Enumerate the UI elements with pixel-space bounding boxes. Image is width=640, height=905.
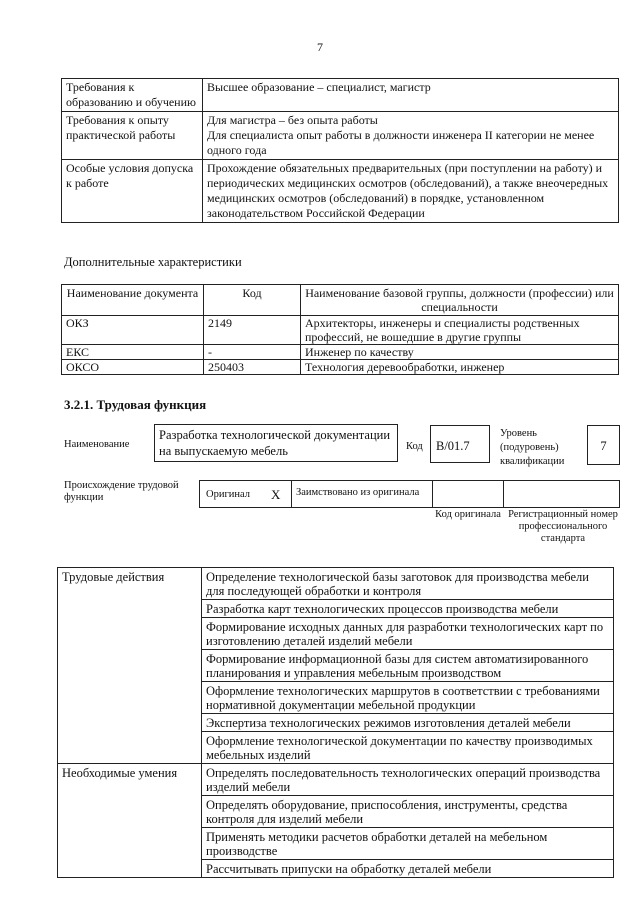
column-header: Наименование документа [62, 285, 204, 316]
requirement-line: Прохождение обязательных предварительных (при поступлении на работу) и периодических медицинских осмотров (обследований), а также внеочередных медицинских осмотров (обследований) в порядке, установленном законодательством Российской Федерации [207, 161, 609, 220]
original-mark: X [271, 487, 281, 502]
page-number: 7 [317, 40, 323, 54]
table-row [62, 360, 619, 375]
skill-item: Определять оборудование, приспособления, инструменты, средства контроля для изделий мебели [202, 796, 614, 828]
requirement-label: Требования к образованию и обучению [62, 79, 203, 112]
action-item: Экспертиза технологических режимов изготовления деталей мебели [202, 714, 614, 732]
table-cell: ОКСО [62, 360, 204, 375]
table-row [58, 764, 614, 796]
table-cell: 250403 [204, 360, 301, 375]
action-item: Определение технологической базы заготовок для производства мебели для последующей обработки и контроля [202, 568, 614, 600]
requirement-value [203, 160, 619, 223]
table-header-row [62, 285, 619, 316]
reg-number-box [503, 480, 620, 508]
additional-characteristics-title: Дополнительные характеристики [64, 255, 242, 269]
action-item: Формирование исходных данных для разработки технологических карт по изготовлению деталей изделий мебели [202, 618, 614, 650]
table-row [62, 345, 619, 360]
requirement-value [203, 79, 619, 112]
requirements-table [61, 78, 619, 223]
origin-label: Происхождение трудовой функции [64, 480, 179, 503]
skill-item: Применять методики расчетов обработки деталей на мебельном производстве [202, 828, 614, 860]
borrowed-box [291, 480, 433, 508]
requirement-label: Требования к опыту практической работы [62, 112, 203, 160]
reg-number-label: Регистрационный номер профессионального стандарта [508, 509, 618, 544]
table-cell: - [204, 345, 301, 360]
table-row [62, 160, 619, 223]
table-row [62, 316, 619, 345]
borrowed-label: Заимствовано из оригинала [296, 487, 420, 498]
requirement-value [203, 112, 619, 160]
column-header: Наименование базовой группы, должности (профессии) или специальности [301, 285, 619, 316]
action-item: Оформление технологической документации по качеству производимых мебельных изделий [202, 732, 614, 764]
additional-characteristics-table [61, 284, 619, 375]
action-item: Разработка карт технологических процессов производства мебели [202, 600, 614, 618]
column-header: Код [204, 285, 301, 316]
table-cell: ЕКС [62, 345, 204, 360]
function-code-box: B/01.7 [430, 425, 490, 463]
table-cell: 2149 [204, 316, 301, 345]
table-cell: ОКЗ [62, 316, 204, 345]
table-row [58, 568, 614, 600]
original-box [199, 480, 292, 508]
table-row [62, 112, 619, 160]
code-label: Код [406, 441, 423, 452]
action-item: Оформление технологических маршрутов в соответствии с требованиями нормативной документации мебельной продукции [202, 682, 614, 714]
function-name-box: Разработка технологической документации на выпускаемую мебель [154, 424, 398, 462]
table-cell: Архитекторы, инженеры и специалисты родственных профессий, не вошедшие в другие группы [301, 316, 619, 345]
requirement-label: Особые условия допуска к работе [62, 160, 203, 223]
skill-item: Рассчитывать припуски на обработку деталей мебели [202, 860, 614, 878]
qualification-level-box: 7 [587, 425, 620, 465]
requirement-line: Высшее образование – специалист, магистр [207, 80, 431, 94]
actions-label: Трудовые действия [58, 568, 202, 764]
skill-item: Определять последовательность технологических операций производства изделий мебели [202, 764, 614, 796]
actions-skills-table [57, 567, 614, 878]
table-cell: Технология деревообработки, инженер [301, 360, 619, 375]
code-original-label: Код оригинала [435, 509, 501, 520]
code-original-box [432, 480, 504, 508]
level-label: Уровень (подуровень) квалификации [500, 428, 565, 467]
requirement-line: Для специалиста опыт работы в должности инженера II категории не менее одного года [207, 128, 595, 157]
name-label: Наименование [64, 439, 130, 450]
original-label: Оригинал [206, 489, 250, 500]
function-title: 3.2.1. Трудовая функция [64, 397, 207, 412]
skills-label: Необходимые умения [58, 764, 202, 878]
requirement-line: Для магистра – без опыта работы [207, 113, 378, 127]
action-item: Формирование информационной базы для систем автоматизированного планирования и управления мебельным производством [202, 650, 614, 682]
table-cell: Инженер по качеству [301, 345, 619, 360]
table-row [62, 79, 619, 112]
